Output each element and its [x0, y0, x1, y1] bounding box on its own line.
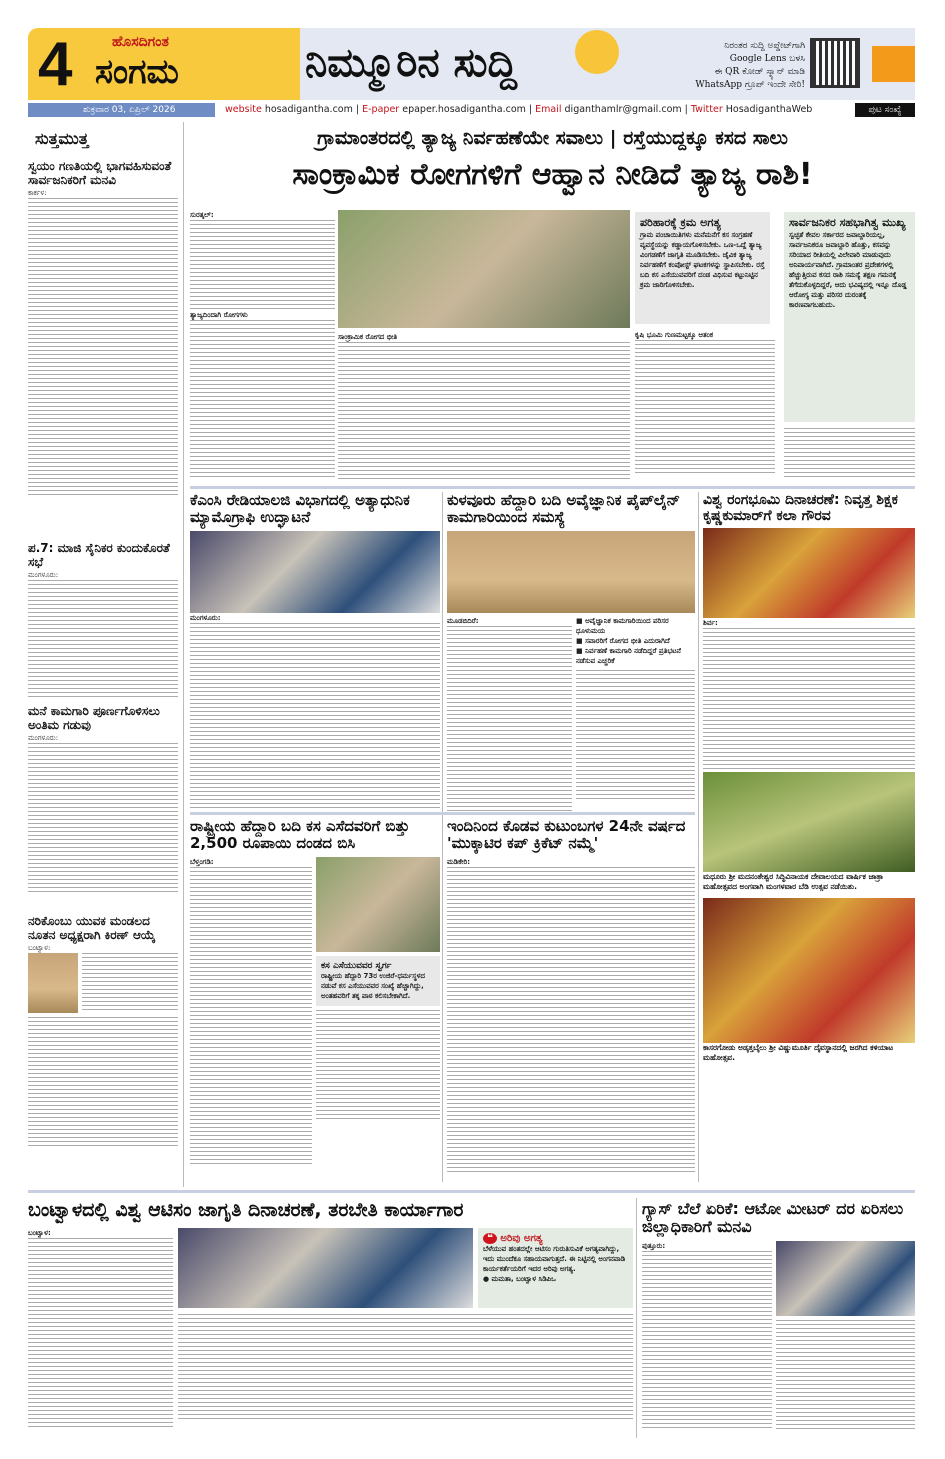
story-headline: ಪ.7: ಮಾಜಿ ಸೈನಿಕರ ಕುಂದುಕೊರತೆ ಸಭೆ [28, 541, 170, 569]
quote-attribution: ● ಮಮತಾ, ಬಂಟ್ವಾಳ ಸಿಡಿಪಿಒ [483, 1275, 556, 1284]
left-story [28, 542, 178, 700]
box-title: ಸಾರ್ವಜನಿಕರ ಸಹಭಾಗಿತ್ವ ಮುಖ್ಯ [789, 216, 906, 229]
story-cricket [447, 818, 695, 1172]
garbage-road-photo [338, 210, 630, 328]
story-body [28, 198, 178, 498]
memorandum-photo [776, 1241, 915, 1316]
story-headline: ಕೆಎಂಸಿ ರೇಡಿಯಾಲಜಿ ವಿಭಾಗದಲ್ಲಿ ಅತ್ಯಾಧುನಿಕ ಮ್ಯಾಮೊಗ್ರಾಫಿ ಉದ್ಘಾಟನೆ [190, 491, 410, 527]
info-box [635, 212, 770, 324]
issue-date: ಶುಕ್ರವಾರ 03, ಏಪ್ರಿಲ್ 2026 [28, 103, 215, 117]
email-link[interactable]: diganthamlr@gmail.com [564, 104, 682, 115]
story-headline: ಇಂದಿನಿಂದ ಕೊಡವ ಕುಟುಂಬಗಳ 24ನೇ ವರ್ಷದ 'ಮುಕ್ಕಾಟಿರ ಕಪ್ ಕ್ರಿಕೆಟ್ ನಮ್ಮೆ' [447, 817, 686, 853]
ritual-photo [703, 898, 915, 1043]
story-autism [28, 1200, 633, 1428]
bullet-text: ಅವೈಜ್ಞಾನಿಕ ಕಾಮಗಾರಿಯಿಂದ ಪರಿಸರ ಧೂಳುಮಯ [576, 616, 669, 635]
story-lead: ಬಂಟ್ವಾಳ: [28, 1228, 51, 1237]
section-logo: ಸುತ್ತಮುತ್ತ [35, 129, 89, 148]
story-headline: ಗ್ಯಾಸ್ ಬೆಲೆ ಏರಿಕೆ: ಆಟೋ ಮೀಟರ್ ದರ ಏರಿಸಲು ಜಿಲ್ಲಾಧಿಕಾರಿಗೆ ಮನವಿ [642, 1199, 904, 1237]
info-box [784, 212, 915, 422]
story-lead: ಕಾರ್ಕಳ: [28, 188, 47, 197]
story-headline: ಕುಳವೂರು ಹೆದ್ದಾರಿ ಬದಿ ಅವೈಜ್ಞಾನಿಕ ಪೈಪ್‌ಲೈನ್ ಕಾಮಗಾರಿಯಿಂದ ಸಮಸ್ಯೆ [447, 491, 680, 527]
story-pipeline [447, 492, 695, 811]
publisher-logo: ಹೊಸದಿಗಂತ [112, 34, 169, 50]
box-title: ಕಸ ಎಸೆಯುವವರ ಸ್ವರ್ಗ [321, 960, 392, 971]
story-headline: ಮನೆ ಕಾಮಗಾರಿ ಪೂರ್ಣಗೊಳಿಸಲು ಅಂತಿಮ ಗಡುವು [28, 704, 160, 732]
photo-caption: ಕಾಸರಗೋಡು ಅಡ್ಕತ್ತಬೈಲು ಶ್ರೀ ವಿಷ್ಣುಮೂರ್ತಿ ದೈವಸ್ಥಾನದಲ್ಲಿ ಜರಗಿದ ಕಳಿಯಾಟ ಮಹೋತ್ಸವ. [703, 1043, 894, 1062]
story-lead: ಸುರತ್ಕಲ್: [190, 211, 214, 219]
twitter-link[interactable]: HosadiganthaWeb [725, 104, 813, 115]
story-body [28, 743, 178, 893]
bullet: ■ ನಿರ್ವಹಣೆ ಕಾಮಗಾರಿ ನಡೆದಿದ್ದರೆ ಪ್ರತಿಭಟನೆ ನಡೆಸುವ ಎಚ್ಚರಿಕೆ [576, 646, 681, 665]
qr-line: ಈ QR ಕೋಡ್ ಸ್ಕ್ಯಾನ್ ಮಾಡಿ [714, 67, 805, 77]
story-body [28, 1238, 173, 1428]
lead-body [635, 330, 775, 475]
festival-photo [703, 772, 915, 872]
story-body [447, 626, 572, 811]
story-body [82, 953, 178, 1013]
quote-icon: ❝ [483, 1233, 497, 1244]
subhead: ಕೃಷಿ ಭೂಮಿ ಗುಣಮಟ್ಟಕ್ಕೂ ಆತಂಕ [635, 331, 713, 339]
quote-text: ಬೆಳೆಯುವ ಹಂತದಲ್ಲೇ ಆಟಿಸಂ ಗುರುತಿಸುವಿಕೆ ಅಗತ್ಯವಾಗಿದ್ದು, ಇದು ಮುಂದೆಕೂ ಸಹಾಯವಾಗುತ್ತದೆ. ಈ ನಿಟ್ಟಿನಲ್ಲಿ ಅಂಗನವಾಡಿ ಕಾರ್ಯಕರ್ತೆಯರಿಗೆ ಇದರ ಅರಿವು ಅಗತ್ಯ. [483, 1245, 626, 1274]
lead-kicker: ಗ್ರಾಮಾಂತರದಲ್ಲಿ ತ್ಯಾಜ್ಯ ನಿರ್ವಹಣೆಯೇ ಸವಾಲು | ರಸ್ತೆಯುದ್ದಕ್ಕೂ ಕಸದ ಸಾಲು [317, 127, 788, 149]
quote-title-text: ಅರಿವು ಅಗತ್ಯ [500, 1232, 543, 1244]
story-lead: ಮಡಿಕೇರಿ: [447, 857, 471, 866]
bullet-text: ನಿರ್ವಹಣೆ ಕಾಮಗಾರಿ ನಡೆದಿದ್ದರೆ ಪ್ರತಿಭಟನೆ ನಡೆಸುವ ಎಚ್ಚರಿಕೆ [576, 646, 681, 665]
road-photo [447, 531, 695, 613]
left-story [28, 160, 178, 498]
bullet: ■ ಸವಾರರಿಗೆ ರೋಗದ ಭೀತಿ ಎದುರಾಗಿದೆ [576, 636, 670, 645]
page-title: ನಿಮ್ಮೂರಿನ ಸುದ್ದಿ [305, 40, 517, 86]
story-body [190, 867, 312, 1167]
story-body [642, 1251, 772, 1431]
quote-title [483, 1233, 628, 1245]
story-lead: ಮಂಗಳೂರು: [28, 733, 59, 742]
link-label: website [225, 104, 262, 115]
link-label: E-paper [362, 104, 400, 115]
column-divider [636, 1198, 637, 1438]
story-kmc [190, 492, 440, 808]
qr-line: ನಿರಂತರ ಸುದ್ದಿ ಅಪ್ಡೇಟ್‌ಗಾಗಿ [724, 41, 805, 51]
story-body [635, 340, 775, 475]
story-body [784, 428, 915, 478]
story-lead: ಮೂಡಬಿದಿರೆ: [447, 616, 479, 625]
story-body [190, 320, 335, 480]
garbage-photo [316, 857, 440, 952]
photo-caption: ಮಧೂರು ಶ್ರೀ ಮದನಂತೇಶ್ವರ ಸಿದ್ಧಿವಿನಾಯಕ ದೇವಾಲಯದ ವಾರ್ಷಿಕ ಜಾತ್ರಾ ಮಹೋತ್ಸವದ ಅಂಗವಾಗಿ ಮಂಗಳವಾರ ಬೆಡಿ ಉತ್ಸವ ನಡೆಯಿತು. [703, 872, 884, 891]
column-divider [183, 122, 184, 1187]
story-body [447, 867, 695, 1172]
story-theatre [703, 492, 915, 788]
bullet-text: ಸವಾರರಿಗೆ ರೋಗದ ಭೀತಿ ಎದುರಾಗಿದೆ [585, 636, 670, 645]
person-photo [28, 953, 78, 1013]
quote-box [478, 1228, 633, 1308]
event-photo [190, 531, 440, 613]
link-label: Twitter [690, 104, 723, 115]
story-lead: ಪುತ್ತೂರು: [642, 1241, 666, 1250]
story-body [776, 1320, 915, 1430]
photo-feature [703, 772, 915, 1063]
accent-square [872, 46, 915, 82]
story-lead: ಮಂಗಳೂರು: [190, 613, 221, 622]
column-divider [698, 492, 699, 1182]
link-label: Email [535, 104, 562, 115]
story-lead: ಬಂಟ್ವಾಳ: [28, 943, 51, 952]
left-story [28, 705, 178, 893]
box-text: ಗ್ರಾಮ ಪಂಚಾಯಿತಿಗಳು ಮನೆಮನೆಗೆ ಕಸ ಸಂಗ್ರಹಣೆ ವ್ಯವಸ್ಥೆಯನ್ನು ಕಡ್ಡಾಯಗೊಳಿಸಬೇಕು. ಒಣ-ಒದ್ದೆ ತ್ಯಾಜ್ಯ ವಿಂಗಡಣೆಗೆ ಜಾಗೃತಿ ಮೂಡಿಸಬೇಕು. ಜೈವಿಕ ತ್ಯಾಜ್ಯ ನಿರ್ವಹಣೆಗೆ ಕಂಪೋಸ್ಟ್ ಘಟಕಗಳನ್ನು ಸ್ಥಾಪಿಸಬೇಕು. ರಸ್ತೆ ಬದಿ ಕಸ ಎಸೆಯುವವರಿಗೆ ದಂಡ ವಿಧಿಸುವ ಕಟ್ಟುನಿಟ್ಟಿನ ಕ್ರಮ ಜಾರಿಗೊಳಿಸಬೇಕು. [640, 230, 765, 289]
box-text: ಸ್ವಚ್ಛತೆ ಕೇವಲ ಸರ್ಕಾರದ ಜವಾಬ್ದಾರಿಯಲ್ಲ, ಸಾರ್ವಜನಿಕರೂ ಜವಾಬ್ದಾರಿ ಹೊತ್ತು, ಕಸವನ್ನು ಸರಿಯಾದ ರೀತಿಯಲ್ಲಿ ವಿಲೇವಾರಿ ಮಾಡುವುದು ಅನಿವಾರ್ಯವಾಗಿದೆ. ಗ್ರಾಮಾಂತರ ಪ್ರದೇಶಗಳಲ್ಲಿ ಹೆಚ್ಚುತ್ತಿರುವ ಕಸದ ರಾಶಿ ಸಮಸ್ಯೆ ತಕ್ಷಣ ಗಮನಕ್ಕೆ ತೆಗೆದುಕೊಳ್ಳದಿದ್ದರೆ, ಆದು ಭವಿಷ್ಯದಲ್ಲಿ ಇನ್ನೂ ದೊಡ್ಡ ಆರೋಗ್ಯ ಮತ್ತು ಪರಿಸರ ದುರಂತಕ್ಕೆ ಕಾರಣವಾಗಬಹುದು. [789, 230, 907, 309]
felicitation-photo [703, 528, 915, 618]
divider [190, 812, 695, 815]
story-body [28, 580, 178, 700]
info-box [316, 956, 440, 1006]
section-brand: ಸಂಗಮ [95, 52, 179, 92]
attribution-text: ಮಮತಾ, ಬಂಟ್ವಾಳ ಸಿಡಿಪಿಒ [491, 1275, 556, 1284]
column-divider [442, 492, 443, 1182]
contact-links: website hosadigantha.com | E-paper epaper.hosadigantha.com | Email diganthamlr@gmail.com | Twitter HosadiganthaWeb [225, 104, 813, 115]
story-lead: ಶಿರ್ವ: [703, 619, 718, 628]
divider [28, 1190, 915, 1193]
bullet: ■ ಅವೈಜ್ಞಾನಿಕ ಕಾಮಗಾರಿಯಿಂದ ಪರಿಸರ ಧೂಳುಮಯ [576, 616, 669, 635]
story-headline: ವಿಶ್ವ ರಂಗಭೂಮಿ ದಿನಾಚರಣೆ: ನಿವೃತ್ತ ಶಿಕ್ಷಕ ಕೃಷ್ಣಕುಮಾರ್‌ಗೆ ಕಲಾ ಗೌರವ [703, 492, 898, 525]
qr-line: WhatsApp ಗ್ರೂಪ್ ಇಂದೇ ಸೇರಿ! [695, 80, 805, 90]
lead-headline: ಸಾಂಕ್ರಾಮಿಕ ರೋಗಗಳಿಗೆ ಆಹ್ವಾನ ನೀಡಿದೆ ತ್ಯಾಜ್ಯ ರಾಶಿ! [292, 157, 813, 192]
story-headline: ರಾಷ್ಟ್ರೀಯ ಹೆದ್ದಾರಿ ಬದಿ ಕಸ ಎಸೆದವರಿಗೆ ಬಿತ್ತು 2,500 ರೂಪಾಯಿ ದಂಡದ ಬಿಸಿ [190, 817, 410, 853]
epaper-link[interactable]: epaper.hosadigantha.com [402, 104, 526, 115]
sun-decoration [575, 30, 619, 74]
story-highway-fine [190, 818, 440, 1167]
story-lead: ಬೆಳ್ತಂಗಡಿ: [190, 857, 214, 866]
story-body [338, 342, 630, 482]
divider [190, 486, 915, 489]
box-title: ಪರಿಹಾರಕ್ಕೆ ಕ್ರಮ ಅಗತ್ಯ [640, 216, 721, 229]
story-lead: ಮಂಗಳೂರು: [28, 570, 59, 579]
website-link[interactable]: hosadigantha.com [264, 104, 353, 115]
page-label: ಪುಟ ಸಂಖ್ಯೆ [855, 103, 915, 117]
qr-line: Google Lens ಬಳಸಿ [729, 54, 805, 64]
lead-body [190, 210, 335, 480]
story-body [576, 670, 695, 800]
lead-body [338, 332, 630, 482]
qr-code-icon[interactable] [810, 38, 860, 88]
story-body [178, 1314, 633, 1422]
subhead: ತ್ಯಾಜ್ಯದಿಂದಾಗಿ ರೋಗಗಳು [190, 311, 248, 319]
subhead: ಸಾಂಕ್ರಾಮಿಕ ರೋಗದ ಭೀತಿ [338, 333, 398, 341]
left-story [28, 915, 178, 1147]
box-text: ರಾಷ್ಟ್ರೀಯ ಹೆದ್ದಾರಿ 73ರ ಉಜಿರೆ-ಧರ್ಮಸ್ಥಳದ ನಡುವೆ ಕಸ ಎಸೆಯುವವರ ಸಂಖ್ಯೆ ಹೆಚ್ಚಾಗಿದ್ದು, ಅಂತಹವರಿಗೆ ತಕ್ಕ ಪಾಠ ಕಲಿಸಬೇಕಾಗಿದೆ. [321, 971, 425, 1000]
story-body [703, 628, 915, 788]
story-headline: ಸ್ವಯಂ ಗಣತಿಯಲ್ಲಿ ಭಾಗವಹಿಸುವಂತೆ ಸಾರ್ವಜನಿಕರಿಗೆ ಮನವಿ [28, 159, 172, 187]
story-headline: ಬಂಟ್ವಾಳದಲ್ಲಿ ವಿಶ್ವ ಆಟಿಸಂ ಜಾಗೃತಿ ದಿನಾಚರಣೆ, ತರಬೇತಿ ಕಾರ್ಯಾಗಾರ [28, 1199, 464, 1221]
group-photo [178, 1228, 473, 1308]
story-headline: ನರಿಕೊಂಬು ಯುವಕ ಮಂಡಲದ ನೂತನ ಅಧ್ಯಕ್ಷರಾಗಿ ಕಿರಣ್ ಆಯ್ಕೆ [28, 914, 156, 942]
story-body [316, 1010, 440, 1120]
story-body [28, 1017, 178, 1147]
story-body [190, 220, 335, 310]
qr-instructions [640, 40, 805, 92]
page-number: 4 [38, 30, 73, 99]
story-auto-meter [642, 1200, 915, 1431]
story-body [190, 623, 440, 808]
